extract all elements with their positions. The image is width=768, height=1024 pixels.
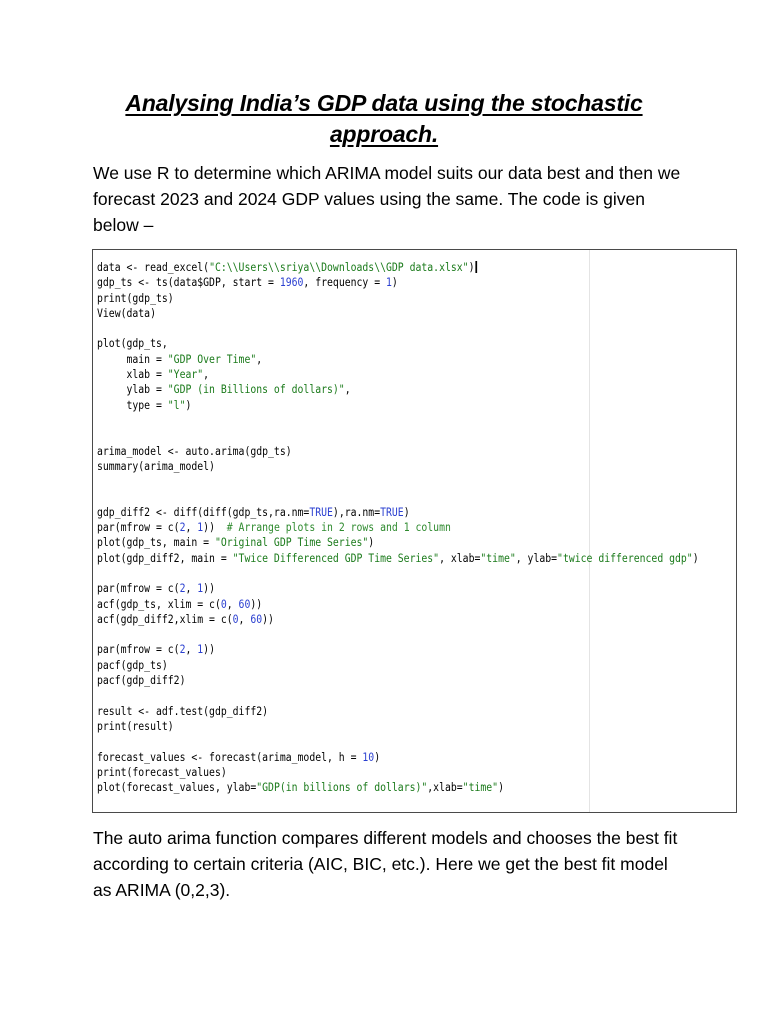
text-cursor [475,261,477,273]
code-token: "GDP Over Time" [167,351,257,366]
code-token: , [203,367,210,382]
code-token: par(mfrow = c( [97,642,180,657]
code-line [97,780,699,795]
conclusion-paragraph: The auto arima function compares different models and chooses the best fit according to certain criteria (AIC, BIC, etc.). Here we get the best fit model as ARIMA (0,2,3). [93,828,678,900]
code-token: , [226,596,239,611]
code-line [97,275,699,290]
code-token: par(mfrow = c( [97,520,180,535]
code-line [97,734,699,749]
code-token: , ylab= [515,550,558,565]
code-line [97,551,699,566]
code-token: ,xlab= [427,780,463,795]
code-line [97,520,699,535]
code-token: ) [391,275,398,290]
code-token: 60 [250,611,263,626]
code-line [97,535,699,550]
code-token: # Arrange plots in 2 rows and 1 column [226,520,451,535]
code-token: ) [368,535,375,550]
code-token: arima_model <- auto.arima(gdp_ts) [97,443,292,458]
code-line [97,428,699,443]
code-token: "Twice Differenced GDP Time Series" [232,550,440,565]
code-token: gdp_diff2 <- diff(diff(gdp_ts,ra.nm= [97,504,310,519]
code-token: "GDP(in billions of dollars)" [256,780,428,795]
intro-paragraph: We use R to determine which ARIMA model suits our data best and then we forecast 2023 and 2024 GDP values using the same. The code is given below – [93,163,681,235]
code-line [97,765,699,780]
code-token: , [238,611,251,626]
code-screenshot [92,249,737,813]
code-token: result <- adf.test(gdp_diff2) [97,703,269,718]
code-token: )) [203,581,215,596]
code-token: "time" [462,780,499,795]
code-token: , [185,520,198,535]
code-token: plot(gdp_ts, [97,336,168,351]
code-line [97,398,699,413]
code-token: main = [97,351,168,366]
code-token: acf(gdp_ts, xlim = c( [97,596,221,611]
code-token: data <- read_excel( [97,260,210,274]
document-title: Analysing India’s GDP data using the stochastic approach. [125,90,643,147]
code-token: print(forecast_values) [97,764,227,779]
code-line [97,612,699,627]
code-token: plot(gdp_ts, main = [97,535,215,550]
code-line [97,704,699,719]
code-line [97,367,699,382]
code-token: View(data) [97,305,156,320]
code-token: forecast_values <- forecast(arima_model, h = [97,749,363,764]
code-token: , frequency = [303,275,387,290]
code-token: 1 [197,581,204,596]
code-token: ) [468,260,475,274]
code-token: TRUE [380,504,404,519]
code-token: ) [403,504,410,519]
code-token: "Year" [167,367,204,382]
r-code-block [97,260,699,795]
code-token: , [344,382,351,397]
code-token: type = [97,397,168,412]
code-token: par(mfrow = c( [97,581,180,596]
code-token: , [185,581,198,596]
code-line [97,336,699,351]
code-token: ylab = [97,382,168,397]
code-token: summary(arima_model) [97,458,215,473]
code-token: , [256,351,263,366]
code-line [97,260,699,275]
code-token: "C:\\Users\\sriya\\Downloads\\GDP data.xlsx" [209,260,469,274]
code-token: 0 [220,596,227,611]
code-line [97,627,699,642]
code-token: 1 [197,642,204,657]
code-token: "twice differenced gdp" [557,550,693,565]
code-line [97,566,699,581]
code-token: 2 [179,642,186,657]
code-token: xlab = [97,367,168,382]
code-line [97,750,699,765]
code-token: )) [203,642,215,657]
code-token: "Original GDP Time Series" [214,535,369,550]
code-token: TRUE [309,504,333,519]
code-token: , [185,642,198,657]
code-line [97,321,699,336]
code-token: ) [185,397,192,412]
code-line [97,291,699,306]
code-line [97,474,699,489]
code-token: 0 [232,611,239,626]
code-line [97,413,699,428]
code-token: acf(gdp_diff2,xlim = c( [97,611,233,626]
code-line [97,382,699,397]
code-line [97,719,699,734]
code-token: )) [250,596,263,611]
code-token: print(result) [97,718,174,733]
code-token: 10 [362,749,375,764]
code-line [97,444,699,459]
code-token: "time" [480,550,516,565]
code-token: 2 [179,581,186,596]
code-token: plot(gdp_diff2, main = [97,550,233,565]
code-line [97,658,699,673]
code-line [97,306,699,321]
code-line [97,597,699,612]
code-token: ) [692,550,699,565]
code-token: 60 [238,596,251,611]
code-line [97,642,699,657]
code-token: "l" [167,397,186,412]
code-line [97,673,699,688]
code-token: print(gdp_ts) [97,290,174,305]
code-line [97,489,699,504]
code-token: )) [262,611,274,626]
code-token: pacf(gdp_diff2) [97,673,186,688]
code-token: ) [498,780,504,795]
code-line [97,459,699,474]
code-line [97,505,699,520]
code-token: plot(forecast_values, ylab= [97,780,257,795]
code-token: "GDP (in Billions of dollars)" [167,382,345,397]
code-line [97,581,699,596]
code-line [97,352,699,367]
code-token: 1 [386,275,392,290]
code-token: ) [374,749,381,764]
code-token: )) [203,520,227,535]
code-line [97,688,699,703]
code-token: 1960 [279,275,304,290]
code-token: ),ra.nm= [332,504,381,519]
code-token: 2 [179,520,186,535]
code-token: , xlab= [439,550,481,565]
code-token: gdp_ts <- ts(data$GDP, start = [97,275,280,290]
code-token: pacf(gdp_ts) [97,657,168,672]
code-token: 1 [197,520,204,535]
